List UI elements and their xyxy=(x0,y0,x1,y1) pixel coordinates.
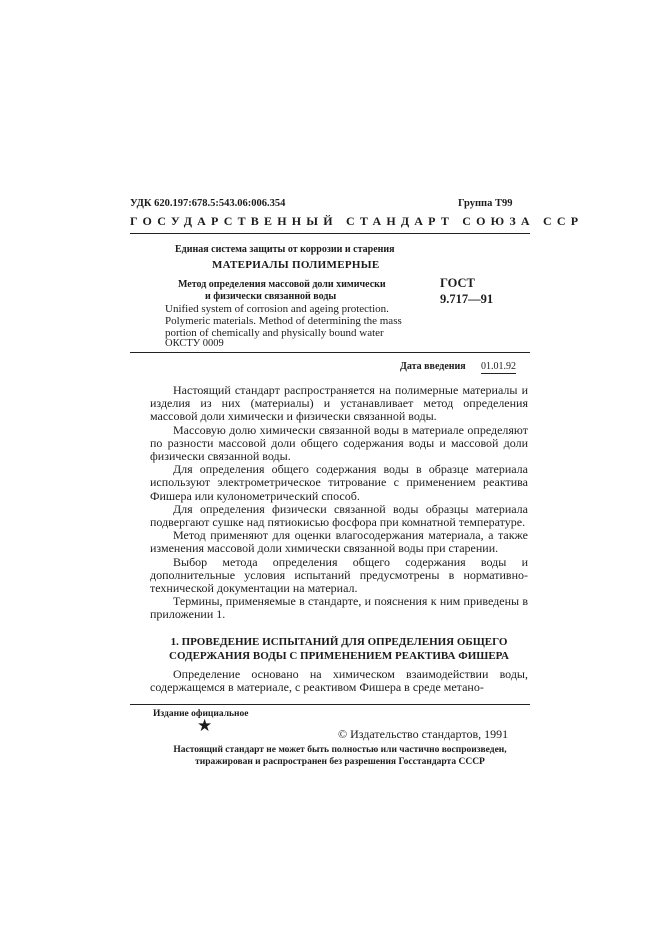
body-paragraph: Настоящий стандарт распространяется на полимерные материалы и изделия из них (материалы) и устанавливает метод определения массовой доли химически и физически связанной воды. xyxy=(150,383,528,424)
gost-number: 9.717—91 xyxy=(440,292,494,306)
copyright-text: © Издательство стандартов, 1991 xyxy=(338,727,509,741)
english-title-line: Unified system of corrosion and ageing protection. xyxy=(165,303,389,315)
state-standard-title: ГОСУДАРСТВЕННЫЙ СТАНДАРТ СОЮЗА ССР xyxy=(130,214,584,228)
edition-label: Издание официальное xyxy=(153,709,249,719)
materials-title: МАТЕРИАЛЫ ПОЛИМЕРНЫЕ xyxy=(212,259,380,271)
body-paragraph: Массовую долю химически связанной воды в материале определяют по разности массовой доли общего содержания воды и массовой доли физически связанной воды. xyxy=(150,422,528,464)
udk-code: УДК 620.197:678.5:543.06:006.354 xyxy=(130,198,286,209)
section1-heading: 1. ПРОВЕДЕНИЕ ИСПЫТАНИЙ ДЛЯ ОПРЕДЕЛЕНИЯ ОБЩЕГО СОДЕРЖАНИЯ ВОДЫ С ПРИМЕНЕНИЕМ РЕАКТИВА ФИШЕРА xyxy=(169,636,509,662)
footer-rule xyxy=(130,704,530,705)
section1-body xyxy=(150,668,528,694)
english-title-line: Polymeric materials. Method of determining the mass xyxy=(165,315,402,327)
body-paragraph: Для определения физически связанной воды образцы материала подвергают сушке над пятиокисью фосфора при комнатной температуре. xyxy=(150,501,528,530)
english-title-line: portion of chemically and physically bound water xyxy=(165,327,384,339)
group-code: Группа Т99 xyxy=(458,198,513,209)
title-rule xyxy=(130,352,530,353)
copyright-warning: Настоящий стандарт не может быть полностью или частично воспроизведен, тиражирован и распространен без разрешения Госстандарта СССР xyxy=(173,745,507,767)
body-text xyxy=(150,384,528,622)
body-paragraph: Термины, применяемые в стандарте, и пояснения к ним приведены в приложении 1. xyxy=(150,594,528,622)
header-rule xyxy=(130,233,530,234)
intro-date-label: Дата введения xyxy=(400,361,466,372)
body-paragraph: Выбор метода определения общего содержания воды и дополнительные условия испытаний предусмотрены в нормативно-технической документации на материал. xyxy=(150,554,528,596)
star-icon: ★ xyxy=(197,716,213,735)
intro-date-value: 01.01.92 xyxy=(481,361,516,372)
system-title: Единая система защиты от коррозии и старения xyxy=(175,244,395,255)
body-paragraph: Метод применяют для оценки влагосодержания материала, а также изменения массовой доли химически связанной воды при старении. xyxy=(150,528,528,556)
okstu-code: ОКСТУ 0009 xyxy=(165,338,224,349)
method-title-line2: и физически связанной воды xyxy=(205,291,337,302)
method-title-line1: Метод определения массовой доли химически xyxy=(178,279,386,290)
gost-label: ГОСТ xyxy=(440,276,475,290)
section1-paragraph: Определение основано на химическом взаимодействии воды, содержащемся в материале, с реактивом Фишера в среде метано- xyxy=(150,667,528,695)
body-paragraph: Для определения общего содержания воды в образце материала используют электрометрическое титрование с применением реактива Фишера или кулонометрический способ. xyxy=(150,462,528,503)
